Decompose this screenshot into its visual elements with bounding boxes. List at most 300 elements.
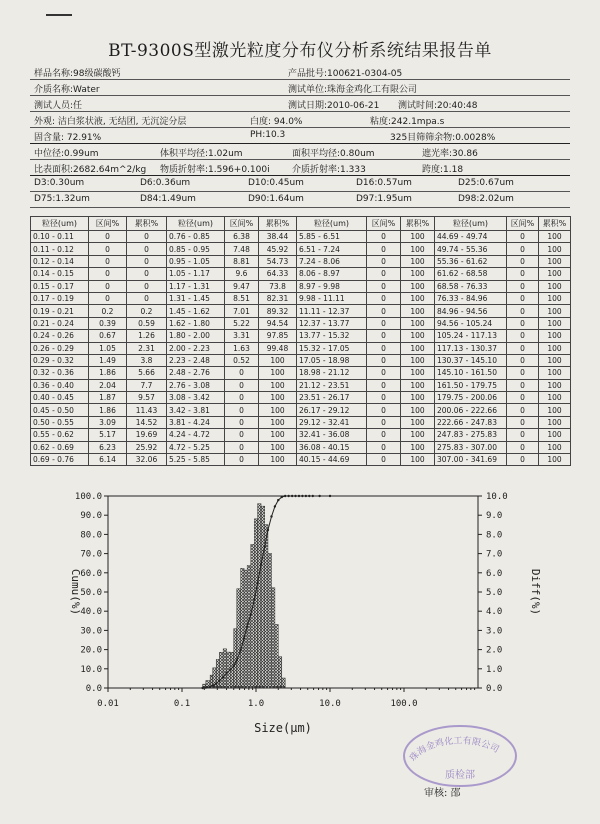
- table-cell: 0.2: [89, 305, 127, 317]
- table-cell: 100: [259, 354, 297, 366]
- table-cell: 32.06: [127, 454, 167, 466]
- table-cell: 73.8: [259, 280, 297, 292]
- table-cell: 89.32: [259, 305, 297, 317]
- table-cell: 3.8: [127, 354, 167, 366]
- distribution-chart: [0, 480, 600, 740]
- table-cell: 1.26: [127, 330, 167, 342]
- table-cell: 100: [539, 379, 571, 391]
- table-cell: 29.12 - 32.41: [297, 416, 367, 428]
- table-cell: 25.92: [127, 441, 167, 453]
- table-row: [31, 429, 571, 441]
- appearance: 外观: 洁白浆状液, 无结团, 无沉淀分层: [34, 117, 187, 127]
- histogram-bar: [223, 649, 226, 688]
- table-cell: 45.92: [259, 243, 297, 255]
- d75: D75:1.32um: [34, 194, 90, 204]
- cumulative-point: [233, 665, 235, 667]
- table-cell: 1.86: [89, 404, 127, 416]
- table-cell: 100: [539, 305, 571, 317]
- d90: D90:1.64um: [248, 194, 304, 204]
- table-cell: 0: [127, 292, 167, 304]
- table-cell: 0: [225, 441, 259, 453]
- table-cell: 0.24 - 0.26: [31, 330, 89, 342]
- table-cell: 0: [507, 416, 539, 428]
- cumulative-point: [312, 495, 314, 497]
- y-right-tick-label: 5.0: [486, 588, 503, 598]
- y-left-tick-label: 50.0: [80, 588, 102, 598]
- table-cell: 0.69 - 0.76: [31, 454, 89, 466]
- table-cell: 94.54: [259, 317, 297, 329]
- table-cell: 130.37 - 145.10: [435, 354, 507, 366]
- histogram-bar: [237, 589, 241, 688]
- table-cell: 179.75 - 200.06: [435, 392, 507, 404]
- table-cell: 0.55 - 0.62: [31, 429, 89, 441]
- table-cell: 64.33: [259, 268, 297, 280]
- table-cell: 7.7: [127, 379, 167, 391]
- y-left-tick-label: 10.0: [80, 664, 102, 675]
- table-row: [31, 416, 571, 428]
- table-cell: 84.96 - 94.56: [435, 305, 507, 317]
- table-cell: 0: [367, 454, 401, 466]
- table-cell: 0: [507, 330, 539, 342]
- table-cell: 3.31: [225, 330, 259, 342]
- cumulative-point: [215, 682, 217, 684]
- info-block: [30, 64, 570, 208]
- cumulative-point: [205, 686, 207, 688]
- table-cell: 275.83 - 307.00: [435, 441, 507, 453]
- cumulative-point: [270, 515, 272, 517]
- table-cell: 100: [401, 416, 435, 428]
- table-row: [31, 305, 571, 317]
- table-cell: 0: [127, 268, 167, 280]
- table-cell: 0.32 - 0.36: [31, 367, 89, 379]
- table-cell: 7.48: [225, 243, 259, 255]
- histogram-bar: [258, 504, 261, 688]
- table-cell: 1.80 - 2.00: [167, 330, 225, 342]
- cumulative-point: [277, 499, 279, 501]
- table-cell: 12.37 - 13.77: [297, 317, 367, 329]
- table-cell: 100: [401, 280, 435, 292]
- histogram-bar: [254, 519, 257, 688]
- table-cell: 0: [367, 305, 401, 317]
- cumulative-point: [239, 649, 241, 651]
- histogram-bar: [272, 588, 275, 688]
- table-cell: 117.13 - 130.37: [435, 342, 507, 354]
- cumulative-point: [291, 495, 293, 497]
- table-cell: 0: [367, 255, 401, 267]
- table-cell: 0.50 - 0.55: [31, 416, 89, 428]
- table-cell: 5.17: [89, 429, 127, 441]
- cumulative-point: [209, 686, 211, 688]
- table-cell: 18.98 - 21.12: [297, 367, 367, 379]
- table-cell: 1.87: [89, 392, 127, 404]
- table-cell: 0: [127, 243, 167, 255]
- table-cell: 0.59: [127, 317, 167, 329]
- y-right-tick-label: 7.0: [486, 549, 503, 560]
- area-mean: 面积平均径:0.80um: [292, 149, 375, 159]
- pen-mark: [46, 14, 72, 16]
- y-left-tick-label: 30.0: [80, 626, 102, 637]
- table-cell: 100: [259, 392, 297, 404]
- medium-name: 介质名称:Water: [34, 85, 100, 95]
- cumulative-point: [305, 495, 307, 497]
- y-right-tick-label: 9.0: [486, 511, 503, 522]
- table-cell: 3.42 - 3.81: [167, 404, 225, 416]
- table-cell: 3.81 - 4.24: [167, 416, 225, 428]
- info-row-4: [30, 112, 570, 128]
- table-row: [31, 292, 571, 304]
- histogram-bar: [268, 553, 272, 688]
- table-cell: 100: [539, 292, 571, 304]
- table-cell: 0: [507, 379, 539, 391]
- cumulative-point: [287, 495, 289, 497]
- table-cell: 0: [367, 429, 401, 441]
- table-row: [31, 404, 571, 416]
- table-cell: 0.52: [225, 354, 259, 366]
- material-refractive: 物质折射率:1.596+0.100i: [160, 165, 270, 175]
- y-left-axis-label: Cumu(%): [69, 568, 82, 616]
- table-cell: 100: [401, 441, 435, 453]
- table-cell: 145.10 - 161.50: [435, 367, 507, 379]
- table-cell: 11.43: [127, 404, 167, 416]
- table-cell: 100: [401, 367, 435, 379]
- y-left-tick-label: 60.0: [80, 568, 102, 579]
- cumulative-point: [294, 495, 296, 497]
- table-cell: 105.24 - 117.13: [435, 330, 507, 342]
- table-cell: 0: [507, 231, 539, 243]
- y-right-tick-label: 0.0: [486, 684, 503, 694]
- x-tick-label: 0.1: [173, 699, 191, 709]
- table-row: [31, 354, 571, 366]
- table-cell: 0: [225, 367, 259, 379]
- table-cell: 0: [225, 454, 259, 466]
- table-cell: 8.06 - 8.97: [297, 268, 367, 280]
- cumulative-point: [329, 495, 331, 497]
- info-row-6: [30, 144, 570, 160]
- info-row-3: [30, 96, 570, 112]
- table-cell: 14.52: [127, 416, 167, 428]
- histogram-bar: [251, 544, 255, 688]
- histogram-bar: [275, 624, 278, 688]
- table-cell: 100: [259, 416, 297, 428]
- table-cell: 307.00 - 341.69: [435, 454, 507, 466]
- table-cell: 15.32 - 17.05: [297, 342, 367, 354]
- cumulative-point: [260, 563, 262, 565]
- table-cell: 9.98 - 11.11: [297, 292, 367, 304]
- table-cell: 38.44: [259, 231, 297, 243]
- table-cell: 0: [367, 317, 401, 329]
- table-cell: 100: [401, 231, 435, 243]
- y-right-tick-label: 6.0: [486, 568, 503, 579]
- table-cell: 94.56 - 105.24: [435, 317, 507, 329]
- table-cell: 5.66: [127, 367, 167, 379]
- y-right-axis-label: Diff(%): [529, 568, 542, 616]
- info-row-8: [30, 176, 570, 192]
- table-cell: 97.85: [259, 330, 297, 342]
- table-cell: 0.12 - 0.14: [31, 255, 89, 267]
- table-cell: 0.85 - 0.95: [167, 243, 225, 255]
- y-left-tick-label: 100.0: [74, 492, 102, 502]
- table-header-cell: 区间%: [507, 217, 539, 231]
- table-row: [31, 441, 571, 453]
- info-row-5: [30, 128, 570, 144]
- table-cell: 0.19 - 0.21: [31, 305, 89, 317]
- table-header-cell: 累积%: [127, 217, 167, 231]
- table-cell: 1.62 - 1.80: [167, 317, 225, 329]
- table-cell: 0: [367, 243, 401, 255]
- table-cell: 100: [539, 429, 571, 441]
- cumulative-point: [298, 495, 300, 497]
- table-header-cell: 累积%: [539, 217, 571, 231]
- table-cell: 0.10 - 0.11: [31, 231, 89, 243]
- table-cell: 0: [127, 280, 167, 292]
- cumulative-point: [218, 680, 220, 682]
- table-cell: 6.51 - 7.24: [297, 243, 367, 255]
- table-cell: 0: [507, 292, 539, 304]
- d25: D25:0.67um: [458, 178, 514, 188]
- d16: D16:0.57um: [356, 178, 412, 188]
- table-cell: 0: [367, 268, 401, 280]
- info-row-7: [30, 160, 570, 176]
- table-cell: 100: [539, 280, 571, 292]
- table-header-cell: 累积%: [401, 217, 435, 231]
- obscuration: 遮光率:30.86: [422, 149, 478, 159]
- table-header-cell: 区间%: [225, 217, 259, 231]
- table-cell: 1.17 - 1.31: [167, 280, 225, 292]
- table-cell: 21.12 - 23.51: [297, 379, 367, 391]
- table-cell: 100: [539, 354, 571, 366]
- d97: D97:1.95um: [356, 194, 412, 204]
- table-cell: 19.69: [127, 429, 167, 441]
- table-cell: 0: [225, 404, 259, 416]
- table-header-cell: 区间%: [89, 217, 127, 231]
- solid-content: 固含量: 72.91%: [34, 133, 102, 143]
- table-cell: 100: [539, 342, 571, 354]
- table-cell: 0: [507, 255, 539, 267]
- table-cell: 100: [539, 255, 571, 267]
- table-cell: 100: [401, 404, 435, 416]
- table-cell: 100: [401, 268, 435, 280]
- table-row: [31, 342, 571, 354]
- table-cell: 0: [89, 255, 127, 267]
- table-cell: 0.39: [89, 317, 127, 329]
- histogram-bar: [241, 568, 244, 688]
- cumulative-point: [246, 625, 248, 627]
- table-cell: 100: [401, 255, 435, 267]
- table-cell: 161.50 - 179.75: [435, 379, 507, 391]
- table-cell: 9.47: [225, 280, 259, 292]
- table-cell: 100: [539, 317, 571, 329]
- table-cell: 4.72 - 5.25: [167, 441, 225, 453]
- table-cell: 44.69 - 49.74: [435, 231, 507, 243]
- info-row-9: [30, 192, 570, 208]
- histogram-bar: [265, 525, 268, 688]
- table-cell: 0: [225, 379, 259, 391]
- table-cell: 0.62 - 0.69: [31, 441, 89, 453]
- table-cell: 0: [367, 404, 401, 416]
- table-cell: 0.76 - 0.85: [167, 231, 225, 243]
- cumulative-point: [229, 668, 231, 670]
- table-cell: 1.49: [89, 354, 127, 366]
- table-cell: 100: [401, 379, 435, 391]
- table-cell: 0.67: [89, 330, 127, 342]
- table-row: [31, 317, 571, 329]
- table-cell: 0: [225, 416, 259, 428]
- table-cell: 9.57: [127, 392, 167, 404]
- table-cell: 0: [89, 268, 127, 280]
- table-cell: 1.05: [89, 342, 127, 354]
- table-cell: 0.15 - 0.17: [31, 280, 89, 292]
- y-right-tick-label: 1.0: [486, 664, 503, 675]
- table-cell: 0: [367, 330, 401, 342]
- table-cell: 9.6: [225, 268, 259, 280]
- table-cell: 1.63: [225, 342, 259, 354]
- table-cell: 6.38: [225, 231, 259, 243]
- table-cell: 0: [507, 268, 539, 280]
- distribution-table: [30, 216, 571, 466]
- table-cell: 61.62 - 68.58: [435, 268, 507, 280]
- table-cell: 5.25 - 5.85: [167, 454, 225, 466]
- x-tick-label: 100.0: [390, 699, 418, 709]
- table-cell: 2.31: [127, 342, 167, 354]
- table-cell: 100: [401, 305, 435, 317]
- table-cell: 0: [507, 404, 539, 416]
- table-header-cell: 累积%: [259, 217, 297, 231]
- table-cell: 0: [367, 379, 401, 391]
- table-cell: 68.58 - 76.33: [435, 280, 507, 292]
- table-cell: 0: [367, 292, 401, 304]
- table-cell: 54.73: [259, 255, 297, 267]
- volume-mean: 体积平均径:1.02um: [160, 149, 243, 159]
- table-header-cell: 粒径(um): [167, 217, 225, 231]
- table-header-cell: 粒径(um): [435, 217, 507, 231]
- table-cell: 2.00 - 2.23: [167, 342, 225, 354]
- ph-value: PH:10.3: [250, 130, 286, 140]
- cumulative-point: [318, 495, 320, 497]
- table-row: [31, 280, 571, 292]
- table-cell: 100: [401, 454, 435, 466]
- table-cell: 0.26 - 0.29: [31, 342, 89, 354]
- report-title: BT-9300S型激光粒度分布仪分析系统结果报告单: [108, 41, 492, 61]
- table-cell: 8.81: [225, 255, 259, 267]
- table-cell: 100: [539, 367, 571, 379]
- y-right-tick-label: 10.0: [486, 492, 508, 502]
- test-unit: 测试单位:珠海金鸡化工有限公司: [288, 85, 418, 95]
- cumulative-point: [267, 529, 269, 531]
- table-cell: 0: [367, 392, 401, 404]
- table-cell: 0.45 - 0.50: [31, 404, 89, 416]
- d84: D84:1.49um: [140, 194, 196, 204]
- table-cell: 0: [507, 367, 539, 379]
- y-left-tick-label: 0.0: [85, 684, 102, 694]
- table-cell: 0: [367, 367, 401, 379]
- table-cell: 100: [539, 392, 571, 404]
- cumulative-point: [263, 545, 265, 547]
- plot-frame: [108, 496, 478, 688]
- table-cell: 0.17 - 0.19: [31, 292, 89, 304]
- table-cell: 0: [367, 342, 401, 354]
- sieve-residue: 325目筛筛余物:0.0028%: [390, 133, 496, 143]
- table-cell: 0.36 - 0.40: [31, 379, 89, 391]
- svg-text:珠海金鸡化工有限公司: 珠海金鸡化工有限公司: [408, 736, 501, 764]
- table-cell: 0: [507, 454, 539, 466]
- table-cell: 0: [507, 429, 539, 441]
- table-cell: 0: [507, 441, 539, 453]
- table-header-cell: 区间%: [367, 217, 401, 231]
- table-cell: 100: [401, 392, 435, 404]
- table-cell: 0: [507, 317, 539, 329]
- table-cell: 76.33 - 84.96: [435, 292, 507, 304]
- y-left-tick-label: 40.0: [80, 607, 102, 618]
- cumulative-point: [274, 505, 276, 507]
- table-cell: 7.01: [225, 305, 259, 317]
- d3: D3:0.30um: [34, 178, 85, 188]
- table-cell: 222.66 - 247.83: [435, 416, 507, 428]
- cumulative-point: [253, 599, 255, 601]
- d10: D10:0.45um: [248, 178, 304, 188]
- table-cell: 100: [259, 454, 297, 466]
- table-cell: 4.24 - 4.72: [167, 429, 225, 441]
- table-row: [31, 255, 571, 267]
- table-cell: 100: [401, 429, 435, 441]
- table-cell: 247.83 - 275.83: [435, 429, 507, 441]
- table-cell: 55.36 - 61.62: [435, 255, 507, 267]
- table-row: [31, 454, 571, 466]
- table-cell: 7.24 - 8.06: [297, 255, 367, 267]
- table-cell: 0: [367, 354, 401, 366]
- table-cell: 23.51 - 26.17: [297, 392, 367, 404]
- table-cell: 40.15 - 44.69: [297, 454, 367, 466]
- table-cell: 100: [259, 379, 297, 391]
- table-cell: 6.23: [89, 441, 127, 453]
- table-cell: 32.41 - 36.08: [297, 429, 367, 441]
- table-header-cell: 粒径(um): [31, 217, 89, 231]
- table-cell: 0.14 - 0.15: [31, 268, 89, 280]
- span: 跨度:1.18: [422, 165, 464, 175]
- table-cell: 0: [89, 292, 127, 304]
- table-cell: 5.85 - 6.51: [297, 231, 367, 243]
- table-cell: 17.05 - 18.98: [297, 354, 367, 366]
- y-right-tick-label: 8.0: [486, 530, 503, 541]
- info-row-2: [30, 80, 570, 96]
- table-cell: 100: [259, 441, 297, 453]
- table-cell: 0: [225, 429, 259, 441]
- table-cell: 6.14: [89, 454, 127, 466]
- table-cell: 1.31 - 1.45: [167, 292, 225, 304]
- table-cell: 0.11 - 0.12: [31, 243, 89, 255]
- table-cell: 82.31: [259, 292, 297, 304]
- test-date: 测试日期:2010-06-21: [288, 101, 380, 111]
- table-cell: 11.11 - 12.37: [297, 305, 367, 317]
- table-cell: 0: [225, 392, 259, 404]
- table-cell: 100: [539, 231, 571, 243]
- table-cell: 0: [89, 280, 127, 292]
- info-row-1: [30, 64, 570, 80]
- y-left-tick-label: 90.0: [80, 511, 102, 522]
- table-cell: 100: [539, 268, 571, 280]
- cumulative-point: [243, 637, 245, 639]
- table-cell: 1.45 - 1.62: [167, 305, 225, 317]
- table-cell: 0: [367, 416, 401, 428]
- table-cell: 0.29 - 0.32: [31, 354, 89, 366]
- d98: D98:2.02um: [458, 194, 514, 204]
- table-cell: 0: [507, 305, 539, 317]
- table-cell: 100: [539, 243, 571, 255]
- table-cell: 1.05 - 1.17: [167, 268, 225, 280]
- table-cell: 100: [401, 243, 435, 255]
- median-diameter: 中位径:0.99um: [34, 149, 99, 159]
- d6: D6:0.36um: [140, 178, 191, 188]
- table-cell: 0: [367, 280, 401, 292]
